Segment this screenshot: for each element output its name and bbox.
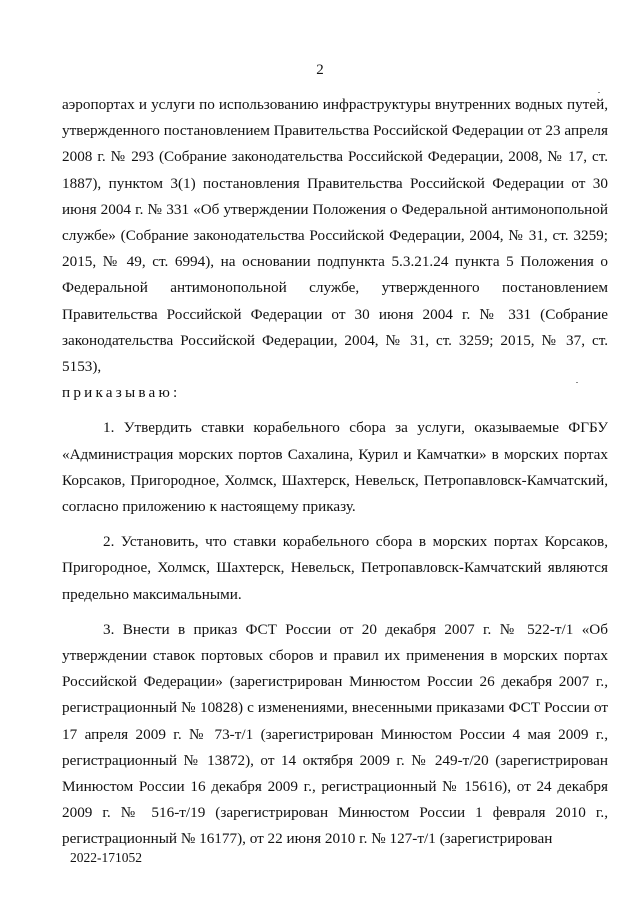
paragraph-item-2: 2. Установить, что ставки корабельного сбора в морских портах Корсаков, Пригородное, Холмск, Шахтерск, Невельск, Петропавловск-Камчатский являются предельно максимальными.	[62, 533, 608, 603]
paragraph-item-3: 3. Внести в приказ ФСТ России от 20 декабря 2007 г. № 522-т/1 «Об утверждении ставок портовых сборов и правил их применения в морских портах Российской Федерации» (зарегистрирован Минюстом России 26 декабря 2007 г., регистрационный № 10828) с изменениями, внесенными приказами ФСТ России от 17 апреля 2009 г. № 73-т/1 (зарегистрирован Минюстом России 4 мая 2009 г., регистрационный № 13872), от 14 октября 2009 г. № 249-т/20 (зарегистрирован Минюстом России 16 декабря 2009 г., регистрационный № 15616), от 24 декабря 2009 г. № 516-т/19 (зарегистрирован Минюстом России 1 февраля 2010 г., регистрационный № 16177), от 22 июня 2010 г. № 127-т/1 (зарегистрирован	[62, 620, 608, 848]
document-body	[62, 92, 608, 853]
scan-speck	[576, 382, 578, 383]
page-number: 2	[316, 62, 324, 78]
document-code: 2022-171052	[70, 850, 142, 865]
order-word: приказываю:	[62, 384, 181, 402]
scan-speck	[598, 92, 600, 93]
paragraph-item-1: 1. Утвердить ставки корабельного сбора за услуги, оказываемые ФГБУ «Администрация морских портов Сахалина, Курил и Камчатки» в морских портах Корсаков, Пригородное, Холмск, Шахтерск, Невельск, Петропавловск-Камчатский, согласно приложению к настоящему приказу.	[62, 419, 608, 516]
paragraph-legal-basis: аэропортах и услуги по использованию инфраструктуры внутренних водных путей, утвержденного постановлением Правительства Российской Федерации от 23 апреля 2008 г. № 293 (Собрание законодательства Российской Федерации, 2008, № 17, ст. 1887), пунктом 3(1) постановления Правительства Российской Федерации от 30 июня 2004 г. № 331 «Об утверждении Положения о Федеральной антимонопольной службе» (Собрание законодательства Российской Федерации, 2004, № 31, ст. 3259; 2015, № 49, ст. 6994), на основании подпункта 5.3.21.24 пункта 5 Положения о Федеральной антимонопольной службе, утвержденного постановлением Правительства Российской Федерации от 30 июня 2004 г. № 331 (Собрание законодательства Российской Федерации, 2004, № 31, ст. 3259; 2015, № 37, ст. 5153),	[62, 96, 608, 376]
